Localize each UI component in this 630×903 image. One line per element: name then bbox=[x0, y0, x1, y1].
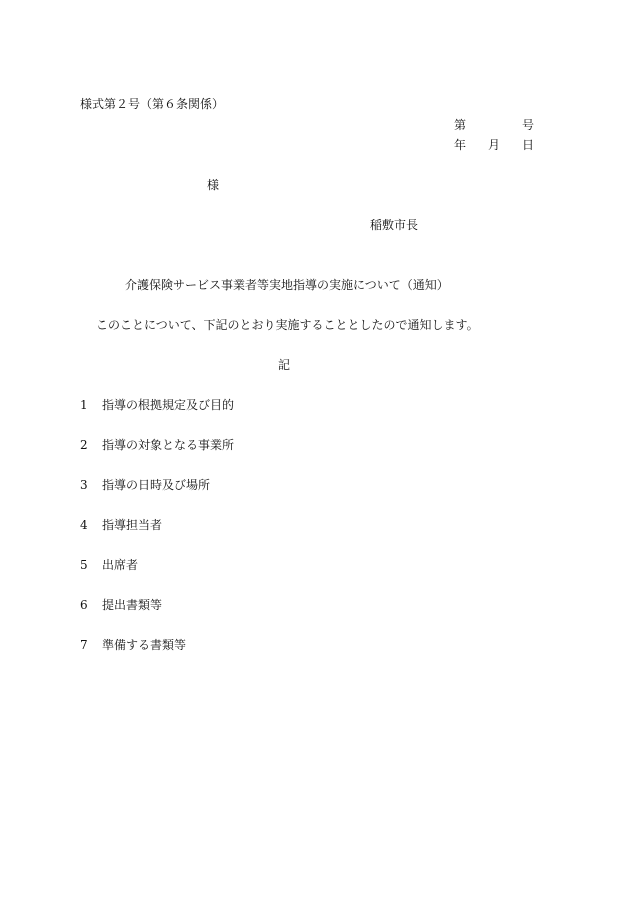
date-day-label: 日 bbox=[522, 138, 535, 152]
item-number: 6 bbox=[80, 598, 88, 612]
list-item bbox=[80, 558, 138, 572]
date-month-label: 月 bbox=[488, 138, 501, 152]
item-label: 提出書類等 bbox=[102, 598, 163, 612]
addressee-honorific: 様 bbox=[207, 178, 220, 192]
list-item bbox=[80, 598, 162, 612]
list-item bbox=[80, 398, 234, 412]
list-item bbox=[80, 438, 234, 452]
item-number: 3 bbox=[80, 478, 88, 492]
item-label: 準備する書類等 bbox=[102, 638, 187, 652]
sender-name: 稲敷市長 bbox=[370, 218, 419, 232]
item-label: 指導の対象となる事業所 bbox=[102, 438, 235, 452]
date-year-label: 年 bbox=[454, 138, 467, 152]
item-label: 出席者 bbox=[102, 558, 139, 572]
item-number: 2 bbox=[80, 438, 88, 452]
document-title: 介護保険サービス事業者等実地指導の実施について（通知） bbox=[125, 278, 449, 292]
document-number-suffix: 号 bbox=[522, 118, 535, 132]
item-number: 5 bbox=[80, 558, 88, 572]
list-item bbox=[80, 638, 186, 652]
form-label: 様式第２号（第６条関係） bbox=[80, 97, 225, 111]
item-label: 指導の根拠規定及び目的 bbox=[102, 398, 235, 412]
item-label: 指導の日時及び場所 bbox=[102, 478, 211, 492]
body-text: このことについて、下記のとおり実施することとしたので通知します。 bbox=[96, 318, 479, 332]
list-item bbox=[80, 518, 162, 532]
document-number-prefix: 第 bbox=[454, 118, 467, 132]
item-number: 4 bbox=[80, 518, 88, 532]
item-label: 指導担当者 bbox=[102, 518, 163, 532]
item-number: 1 bbox=[80, 398, 88, 412]
list-item bbox=[80, 478, 210, 492]
ki-heading: 記 bbox=[278, 358, 291, 372]
item-number: 7 bbox=[80, 638, 88, 652]
